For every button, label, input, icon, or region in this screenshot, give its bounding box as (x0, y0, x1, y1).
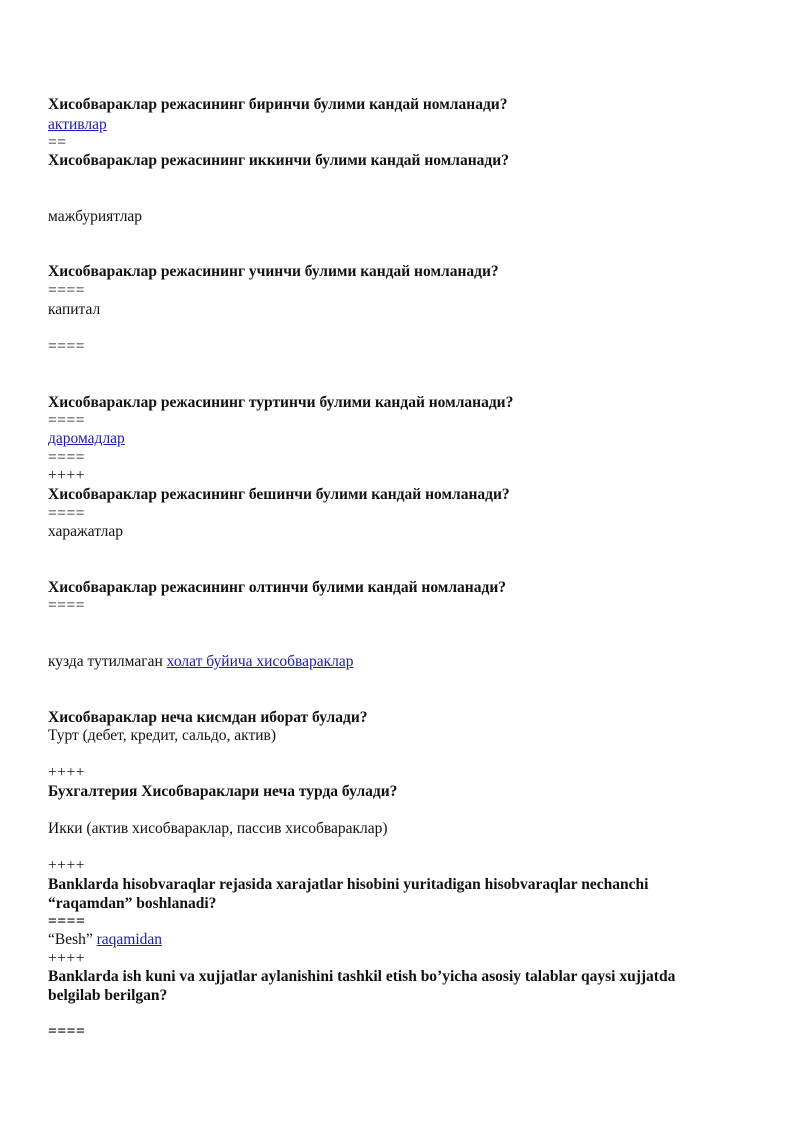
answer-8: Икки (актив хисобвараклар, пассив хисобвараклар) (48, 820, 388, 837)
answer-2: мажбуриятлар (48, 208, 143, 225)
answer-1 (48, 115, 710, 134)
separator: ==== (48, 597, 85, 614)
answer-9-link[interactable]: raqamidan (96, 931, 163, 948)
plus-separator: ++++ (48, 467, 85, 484)
separator: == (48, 134, 67, 151)
answer-3: капитал (48, 301, 101, 318)
answer-7: Турт (дебет, кредит, сальдо, актив) (48, 727, 277, 744)
question-6: Хисобвараклар режасининг олтинчи булими кандай номланади? (48, 579, 507, 596)
separator: ==== (48, 913, 86, 930)
separator: ==== (48, 449, 85, 466)
question-2: Хисобвараклар режасининг иккинчи булими кандай номланади? (48, 152, 509, 169)
question-5: Хисобвараклар режасининг бешинчи булими кандай номланади? (48, 486, 510, 503)
plus-separator: ++++ (48, 950, 85, 967)
answer-5: харажатлар (48, 523, 123, 540)
answer-4-link[interactable]: даромадлар (48, 430, 125, 447)
separator: ==== (48, 412, 85, 429)
question-10: Banklarda ish kuni va xujjatlar aylanishini tashkil etish bo’yicha asosiy talablar qaysi xujjatda belgilab berilgan? (48, 968, 676, 1004)
question-4: Хисобвараклар режасининг туртинчи булими кандай номланади? (48, 394, 514, 411)
question-1: Хисобвараклар режасининг биринчи булими кандай номланади? (48, 96, 508, 113)
answer-9-text: “Besh” (48, 931, 93, 948)
question-3: Хисобвараклар режасининг учинчи булими кандай номланади? (48, 263, 499, 280)
question-7: Хисобвараклар неча кисмдан иборат булади? (48, 709, 368, 726)
separator: ==== (48, 282, 85, 299)
answer-6-link[interactable]: холат буйича хисобвараклар (166, 653, 354, 670)
separator: ==== (48, 338, 85, 355)
question-9: Banklarda hisobvaraqlar rejasida xarajatlar hisobini yuritadigan hisobvaraqlar nechanchi “raqamdan” boshlanadi? (48, 876, 649, 912)
separator: ==== (48, 1023, 86, 1040)
plus-separator: ++++ (48, 857, 85, 874)
separator: ==== (48, 505, 85, 522)
answer-6 (48, 652, 710, 671)
answer-1-link[interactable]: активлар (48, 116, 107, 133)
answer-6-text: кузда тутилмаган (48, 653, 163, 670)
plus-separator: ++++ (48, 764, 85, 781)
answer-4 (48, 429, 710, 448)
question-8: Бухгалтерия Хисобвараклари неча турда булади? (48, 783, 398, 800)
answer-9 (48, 930, 710, 949)
